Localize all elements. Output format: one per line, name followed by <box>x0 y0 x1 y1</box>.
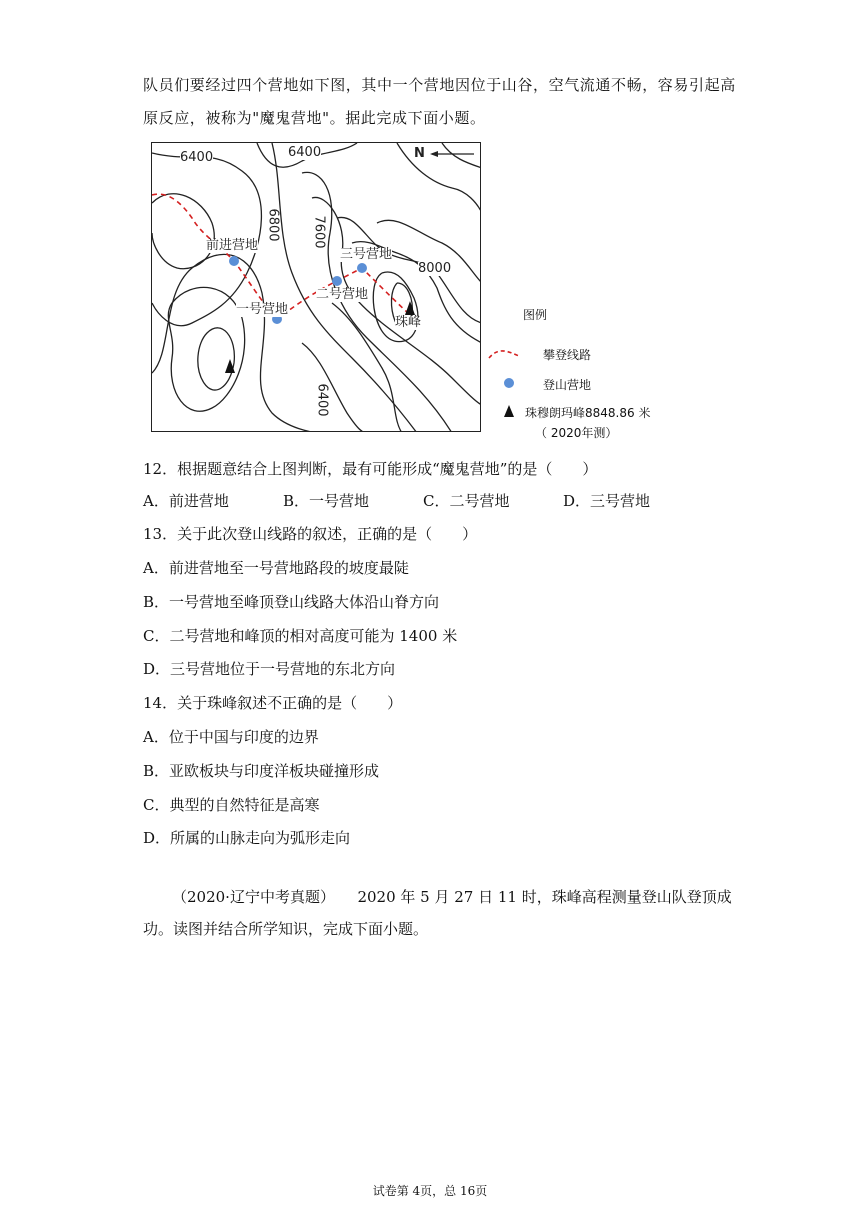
q13-option-d[interactable]: D．三号营地位于一号营地的东北方向 <box>143 660 396 678</box>
q13-option-c[interactable]: C．二号营地和峰顶的相对高度可能为 1400 米 <box>143 627 458 645</box>
legend-peak-icon <box>504 405 514 417</box>
legend-route-label: 攀登线路 <box>543 348 592 362</box>
q12-options <box>143 490 703 511</box>
camp-erhao-marker <box>332 276 342 286</box>
north-arrow-head <box>430 151 438 157</box>
q14-option-b[interactable]: B．亚欧板块与印度洋板块碰撞形成 <box>143 762 380 780</box>
legend-title: 图例 <box>523 308 548 322</box>
camp-yihao-label: 一号营地 <box>236 302 289 317</box>
q12-option-b[interactable]: B．一号营地 <box>283 492 370 510</box>
q14-stem: 14．关于珠峰叙述不正确的是（ ） <box>143 694 403 712</box>
peak-icon <box>405 301 415 315</box>
legend-route-icon <box>489 351 519 358</box>
legend-peak-label: 珠穆朗玛峰8848.86 米 <box>525 406 651 420</box>
intro-line-1: 队员们要经过四个营地如下图，其中一个营地因位于山谷，空气流通不畅，容易引起高 <box>143 76 736 94</box>
contour-label-8000: 8000 <box>418 261 452 276</box>
contour-label-6400-nw: 6400 <box>180 150 214 165</box>
north-label: N <box>414 146 425 161</box>
intro-line-2: 原反应，被称为"魔鬼营地"。据此完成下面小题。 <box>143 109 486 127</box>
q12-option-c[interactable]: C．二号营地 <box>423 492 510 510</box>
q13-option-b[interactable]: B．一号营地至峰顶登山线路大体沿山脊方向 <box>143 593 440 611</box>
q14-option-a[interactable]: A．位于中国与印度的边界 <box>143 728 319 746</box>
camp-qianjin-marker <box>229 256 239 266</box>
legend-camp-label: 登山营地 <box>543 378 592 392</box>
legend-peak-note: （ 2020年测） <box>535 426 618 440</box>
next-intro-line-1: （2020·辽宁中考真题） 2020 年 5 月 27 日 11 时，珠峰高程测量登山队登顶成 <box>172 888 732 906</box>
camp-erhao-label: 二号营地 <box>316 287 369 302</box>
next-intro-line-2: 功。读图并结合所学知识，完成下面小题。 <box>143 920 429 938</box>
page-footer: 试卷第 4页，总 16页 <box>372 1184 488 1198</box>
map-legend <box>485 300 675 440</box>
q13-option-a[interactable]: A．前进营地至一号营地路段的坡度最陡 <box>143 559 409 577</box>
contour-label-6400-n: 6400 <box>288 145 322 160</box>
contour-map <box>151 142 481 432</box>
peak-label: 珠峰 <box>395 315 422 330</box>
contour-label-6400-s: 6400 <box>314 383 330 417</box>
camp-sanhao-marker <box>357 263 367 273</box>
contour-label-6800: 6800 <box>265 208 281 242</box>
camp-sanhao-label: 三号营地 <box>340 247 393 262</box>
q14-option-d[interactable]: D．所属的山脉走向为弧形走向 <box>143 829 351 847</box>
legend-camp-icon <box>504 378 514 388</box>
q14-option-c[interactable]: C．典型的自然特征是高寒 <box>143 796 320 814</box>
q12-stem: 12．根据题意结合上图判断，最有可能形成“魔鬼营地”的是（ ） <box>143 460 598 478</box>
contour-label-7600: 7600 <box>311 215 327 249</box>
q13-stem: 13．关于此次登山线路的叙述，正确的是（ ） <box>143 525 478 543</box>
camp-qianjin-label: 前进营地 <box>206 238 259 253</box>
q12-option-d[interactable]: D．三号营地 <box>563 492 651 510</box>
q12-option-a[interactable]: A．前进营地 <box>143 492 229 510</box>
